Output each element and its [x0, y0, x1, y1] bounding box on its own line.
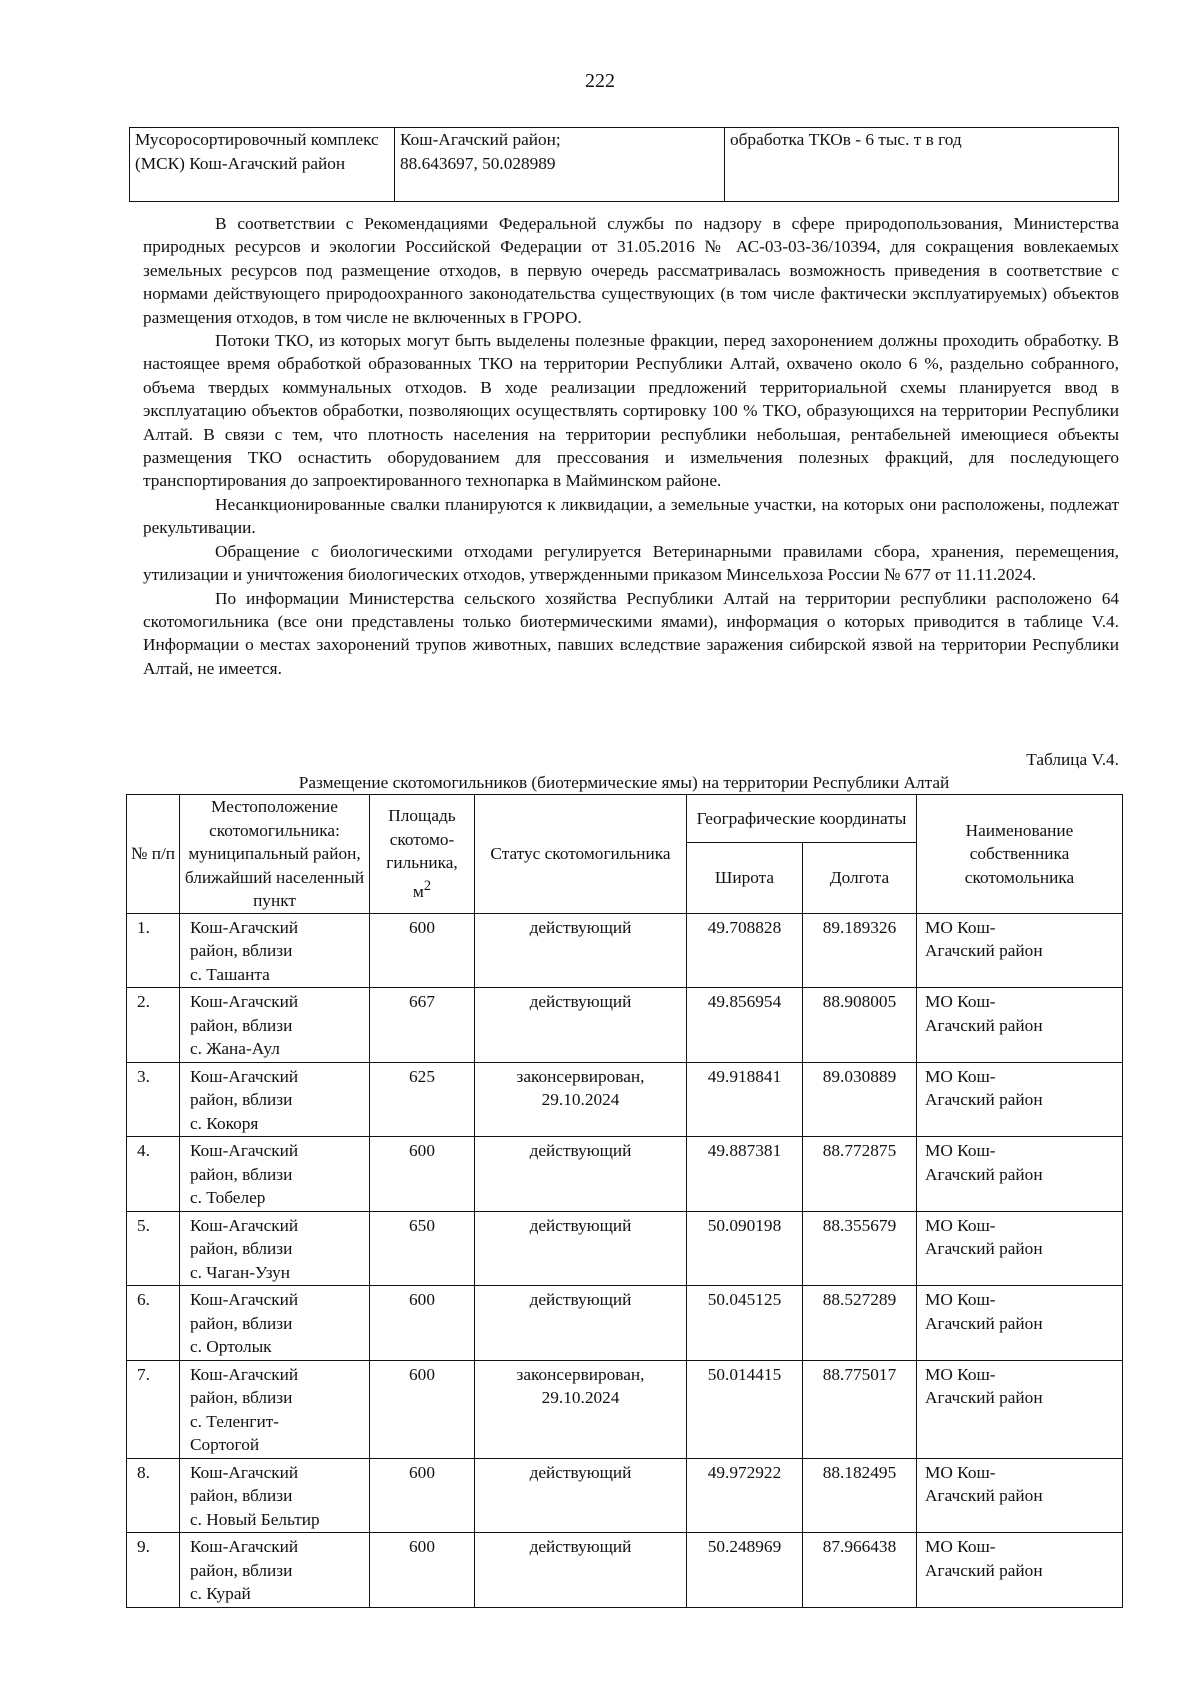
cell-area-line: 600	[409, 1290, 435, 1309]
cell-num	[127, 1137, 180, 1212]
cell-lat	[687, 1360, 803, 1458]
cell-lat	[687, 988, 803, 1063]
cell-location-line: район, вблизи	[190, 1560, 293, 1580]
cell-num	[127, 913, 180, 988]
cell-owner-line: МО Кош-	[925, 1215, 996, 1235]
cell-area-line: 600	[409, 1537, 435, 1556]
cell-owner-line: Агачский район	[925, 1486, 1043, 1505]
cell-lat-line: 50.045125	[707, 1290, 782, 1309]
header-row	[127, 795, 1123, 843]
cell-owner-line: Агачский район	[925, 1560, 1043, 1580]
cell-lon	[803, 1137, 917, 1212]
cell-area-line: 625	[409, 1066, 435, 1086]
header-area-label: Площадь скотомо-гильника,	[386, 806, 458, 873]
cell-lon	[803, 1458, 917, 1533]
cell-location-line: Кош-Агачский	[190, 992, 299, 1011]
table-row	[127, 1286, 1123, 1361]
cell-location	[180, 1286, 370, 1361]
header-area	[370, 795, 475, 914]
table-row	[127, 988, 1123, 1063]
cell-owner-line: МО Кош-	[925, 917, 996, 937]
body-text	[143, 212, 1119, 680]
cell-area	[370, 988, 475, 1063]
cell-num	[127, 1533, 180, 1608]
cell-lat-line: 49.972922	[707, 1462, 782, 1482]
cell-area	[370, 1360, 475, 1458]
cell-owner-line: Агачский район	[925, 941, 1043, 960]
cell-location	[180, 1062, 370, 1137]
cell-area	[370, 913, 475, 988]
cell-location-line: с. Кокоря	[190, 1113, 259, 1133]
cell-num	[127, 1286, 180, 1361]
cell-status	[475, 988, 687, 1063]
cell-status-line: действующий	[529, 1537, 632, 1556]
cell-lat-line: 49.708828	[707, 917, 782, 937]
cell-lon-line: 88.772875	[822, 1141, 897, 1160]
cell-status-line: действующий	[529, 917, 632, 937]
cell-owner-line: Агачский район	[925, 1090, 1043, 1109]
cell-lon	[803, 1211, 917, 1286]
cell-status	[475, 1211, 687, 1286]
cell-num-line: 7.	[137, 1364, 150, 1384]
cell-num-line: 3.	[137, 1066, 150, 1086]
cell-num-line: 6.	[137, 1290, 150, 1309]
cell-status-line: 29.10.2024	[541, 1388, 620, 1407]
cell-location-line: Кош-Агачский	[190, 1066, 299, 1086]
cell-location	[180, 1360, 370, 1458]
cell-owner-line: Агачский район	[925, 1164, 1043, 1184]
cell-area-line: 650	[409, 1215, 435, 1235]
cell-owner-line: МО Кош-	[925, 1066, 996, 1086]
cell-area-line: 600	[409, 917, 435, 937]
cell-location-line: Кош-Агачский	[190, 1537, 299, 1556]
cell-owner	[917, 988, 1123, 1063]
cell-location-line: с. Тобелер	[190, 1188, 266, 1207]
cell-lon-line: 87.966438	[822, 1537, 897, 1556]
table-row	[127, 1137, 1123, 1212]
cell-location-line: с. Теленгит-	[190, 1411, 280, 1431]
facility-location-district: Кош-Агачский район;	[400, 130, 561, 149]
facility-table	[129, 127, 1119, 202]
cell-location-line: с. Ортолык	[190, 1337, 272, 1356]
cell-lat-line: 49.887381	[707, 1141, 782, 1160]
table-row	[127, 1211, 1123, 1286]
cell-num-line: 2.	[137, 992, 150, 1011]
cell-lon-line: 89.030889	[822, 1066, 897, 1086]
cell-num-line: 4.	[137, 1141, 150, 1160]
cell-status	[475, 1458, 687, 1533]
cell-lat	[687, 1458, 803, 1533]
cell-lat-line: 50.014415	[707, 1364, 782, 1384]
header-location: Местоположение скотомогильника: муниципальный район, ближайший населенный пункт	[180, 795, 370, 914]
cell-owner-line: МО Кош-	[925, 1364, 996, 1384]
cell-location-line: район, вблизи	[190, 1313, 293, 1333]
cell-area	[370, 1062, 475, 1137]
cell-lon	[803, 1062, 917, 1137]
page-number: 222	[585, 70, 615, 92]
cell-lon-line: 88.775017	[822, 1364, 897, 1384]
cell-area	[370, 1137, 475, 1212]
cell-area-line: 600	[409, 1462, 435, 1482]
cell-lon-line: 88.908005	[822, 992, 897, 1011]
table-row	[127, 1458, 1123, 1533]
cell-location-line: район, вблизи	[190, 1486, 293, 1505]
cell-status-line: 29.10.2024	[541, 1090, 620, 1109]
cell-location	[180, 1137, 370, 1212]
cell-owner	[917, 1458, 1123, 1533]
cell-lon	[803, 1533, 917, 1608]
paragraph: Несанкционированные свалки планируются к ликвидации, а земельные участки, на которых они расположены, подлежат рекультивации.	[143, 494, 1119, 538]
cell-owner-line: МО Кош-	[925, 992, 996, 1011]
cell-location-line: район, вблизи	[190, 1090, 293, 1109]
table-label: Таблица V.4.	[1026, 750, 1119, 769]
table-row	[127, 1062, 1123, 1137]
cell-status	[475, 913, 687, 988]
facility-capacity: обработка ТКОв - 6 тыс. т в год	[725, 128, 1119, 202]
cell-lon	[803, 913, 917, 988]
cell-num-line: 9.	[137, 1537, 150, 1556]
cell-location-line: с. Ташанта	[190, 964, 270, 984]
cell-area-line: 600	[409, 1364, 435, 1384]
cell-lat	[687, 1062, 803, 1137]
cell-owner	[917, 1360, 1123, 1458]
cell-owner-line: Агачский район	[925, 1015, 1043, 1035]
cell-owner-line: МО Кош-	[925, 1537, 996, 1556]
cell-area-line: 667	[409, 992, 435, 1011]
cell-lat	[687, 1533, 803, 1608]
cell-status-line: действующий	[529, 1141, 632, 1160]
cell-area	[370, 1533, 475, 1608]
header-lat: Широта	[687, 843, 803, 913]
cell-status	[475, 1062, 687, 1137]
cell-status-line: действующий	[529, 1462, 632, 1482]
cell-lat-line: 50.090198	[707, 1215, 782, 1235]
cell-owner-line: Агачский район	[925, 1239, 1043, 1258]
header-area-unit: м	[412, 881, 424, 901]
facility-name: Мусоросортировочный комплекс (МСК) Кош-Агачский район	[130, 128, 395, 202]
cell-owner-line: МО Кош-	[925, 1290, 996, 1309]
cell-owner	[917, 913, 1123, 988]
cell-owner	[917, 1533, 1123, 1608]
cell-owner	[917, 1062, 1123, 1137]
cell-area	[370, 1286, 475, 1361]
cell-status-line: действующий	[529, 992, 632, 1011]
paragraph: Обращение с биологическими отходами регулируется Ветеринарными правилами сбора, хранения, перемещения, утилизации и уничтожения биологических отходов, утвержденными приказом Минсельхоза России № 677 от 11.11.2024.	[143, 541, 1119, 585]
cell-status-line: действующий	[529, 1215, 632, 1235]
cell-lat-line: 49.856954	[707, 992, 782, 1011]
cell-owner	[917, 1137, 1123, 1212]
cell-lon-line: 89.189326	[822, 917, 897, 937]
cell-area	[370, 1211, 475, 1286]
cell-location-line: с. Новый Бельтир	[190, 1509, 320, 1529]
cell-lat-line: 50.248969	[707, 1537, 782, 1556]
cell-num	[127, 1062, 180, 1137]
cell-location-line: Кош-Агачский	[190, 1215, 299, 1235]
cell-status	[475, 1533, 687, 1608]
cell-lon-line: 88.355679	[822, 1215, 897, 1235]
facility-location	[395, 128, 725, 202]
paragraph: Потоки ТКО, из которых могут быть выделены полезные фракции, перед захоронением должны проходить обработку. В настоящее время обработкой образованных ТКО на территории Республики Алтай, охвачено около 6 %, раздельно собранного, объема твердых коммунальных отходов. В ходе реализации предложений территориальной схемы планируется ввод в эксплуатацию объектов обработки, позволяющих осуществлять сортировку 100 % ТКО, образующихся на территории Республики Алтай. В связи с тем, что плотность населения на территории республики небольшая, рентабельней имеющиеся объекты размещения ТКО оснастить оборудованием для прессования и измельчения полезных фракций, для последующего транспортирования до запроектированного технопарка в Майминском районе.	[143, 331, 1119, 491]
cell-lon	[803, 1360, 917, 1458]
cell-owner	[917, 1286, 1123, 1361]
table-row	[127, 1533, 1123, 1608]
header-status: Статус скотомогильника	[475, 795, 687, 914]
cell-location-line: район, вблизи	[190, 1239, 293, 1258]
header-num: № п/п	[127, 795, 180, 914]
cell-location	[180, 988, 370, 1063]
paragraph: В соответствии с Рекомендациями Федеральной службы по надзору в сфере природопользования, Министерства природных ресурсов и экологии Российской Федерации от 31.05.2016 № АС-03-03-36/10394, для сокращения вовлекаемых земельных ресурсов под размещение отходов, в первую очередь рассматривалась возможность приведения в соответствие с нормами действующего природоохранного законодательства существующих (в том числе фактически эксплуатируемых) объектов размещения отходов, в том числе не включенных в ГРОРО.	[143, 214, 1119, 327]
cell-location-line: район, вблизи	[190, 1388, 293, 1407]
cell-location	[180, 1533, 370, 1608]
cell-location-line: Кош-Агачский	[190, 1141, 299, 1160]
header-geo: Географические координаты	[687, 795, 917, 843]
paragraph: По информации Министерства сельского хозяйства Республики Алтай на территории республики расположено 64 скотомогильника (все они представлены только биотермическими ямами), информация о которых приводится в таблице V.4. Информации о местах захоронений трупов животных, павших вследствие заражения сибирской язвой на территории Республики Алтай, не имеется.	[143, 588, 1119, 678]
cell-num-line: 8.	[137, 1462, 150, 1482]
cell-owner-line: Агачский район	[925, 1388, 1043, 1407]
cell-num-line: 1.	[137, 917, 150, 937]
cell-status-line: законсервирован,	[516, 1066, 645, 1086]
header-lon: Долгота	[803, 843, 917, 913]
cell-status	[475, 1360, 687, 1458]
cell-location	[180, 1458, 370, 1533]
cell-location-line: Кош-Агачский	[190, 917, 299, 937]
cell-lat-line: 49.918841	[707, 1066, 782, 1086]
cell-owner	[917, 1211, 1123, 1286]
cell-status	[475, 1286, 687, 1361]
cell-area-line: 600	[409, 1141, 435, 1160]
cell-num	[127, 988, 180, 1063]
table-caption: Размещение скотомогильников (биотермические ямы) на территории Республики Алтай	[298, 773, 950, 792]
cell-location-line: с. Жана-Аул	[190, 1039, 280, 1058]
table-row	[127, 1360, 1123, 1458]
cell-location-line: Кош-Агачский	[190, 1364, 299, 1384]
cell-location	[180, 913, 370, 988]
cell-lat	[687, 1286, 803, 1361]
cell-location-line: Кош-Агачский	[190, 1462, 299, 1482]
cell-lon	[803, 988, 917, 1063]
cell-owner-line: Агачский район	[925, 1313, 1043, 1333]
cell-lon-line: 88.182495	[822, 1462, 897, 1482]
cell-location-line: район, вблизи	[190, 941, 293, 960]
cell-owner-line: МО Кош-	[925, 1141, 996, 1160]
cattle-burial-table	[126, 794, 1123, 1608]
cell-num	[127, 1458, 180, 1533]
header-owner: Наименование собственника скотомольника	[917, 795, 1123, 914]
cell-lon-line: 88.527289	[822, 1290, 897, 1309]
cell-location	[180, 1211, 370, 1286]
cell-lat	[687, 1137, 803, 1212]
table-row	[127, 913, 1123, 988]
cell-num-line: 5.	[137, 1215, 150, 1235]
cell-num	[127, 1360, 180, 1458]
cell-lat	[687, 1211, 803, 1286]
cell-status-line: действующий	[529, 1290, 632, 1309]
cell-location-line: Сортогой	[190, 1435, 260, 1454]
cell-num	[127, 1211, 180, 1286]
cell-location-line: район, вблизи	[190, 1015, 293, 1035]
cell-owner-line: МО Кош-	[925, 1462, 996, 1482]
cell-area	[370, 1458, 475, 1533]
cell-location-line: с. Курай	[190, 1584, 251, 1603]
cell-location-line: Кош-Агачский	[190, 1290, 299, 1309]
cell-lat	[687, 913, 803, 988]
cell-status-line: законсервирован,	[516, 1364, 645, 1384]
header-area-unit-sup: 2	[423, 877, 432, 894]
cell-location-line: с. Чаган-Узун	[190, 1262, 291, 1282]
facility-row	[130, 128, 1119, 202]
cell-lon	[803, 1286, 917, 1361]
facility-location-coords: 88.643697, 50.028989	[400, 154, 556, 173]
cell-status	[475, 1137, 687, 1212]
cell-location-line: район, вблизи	[190, 1164, 293, 1184]
